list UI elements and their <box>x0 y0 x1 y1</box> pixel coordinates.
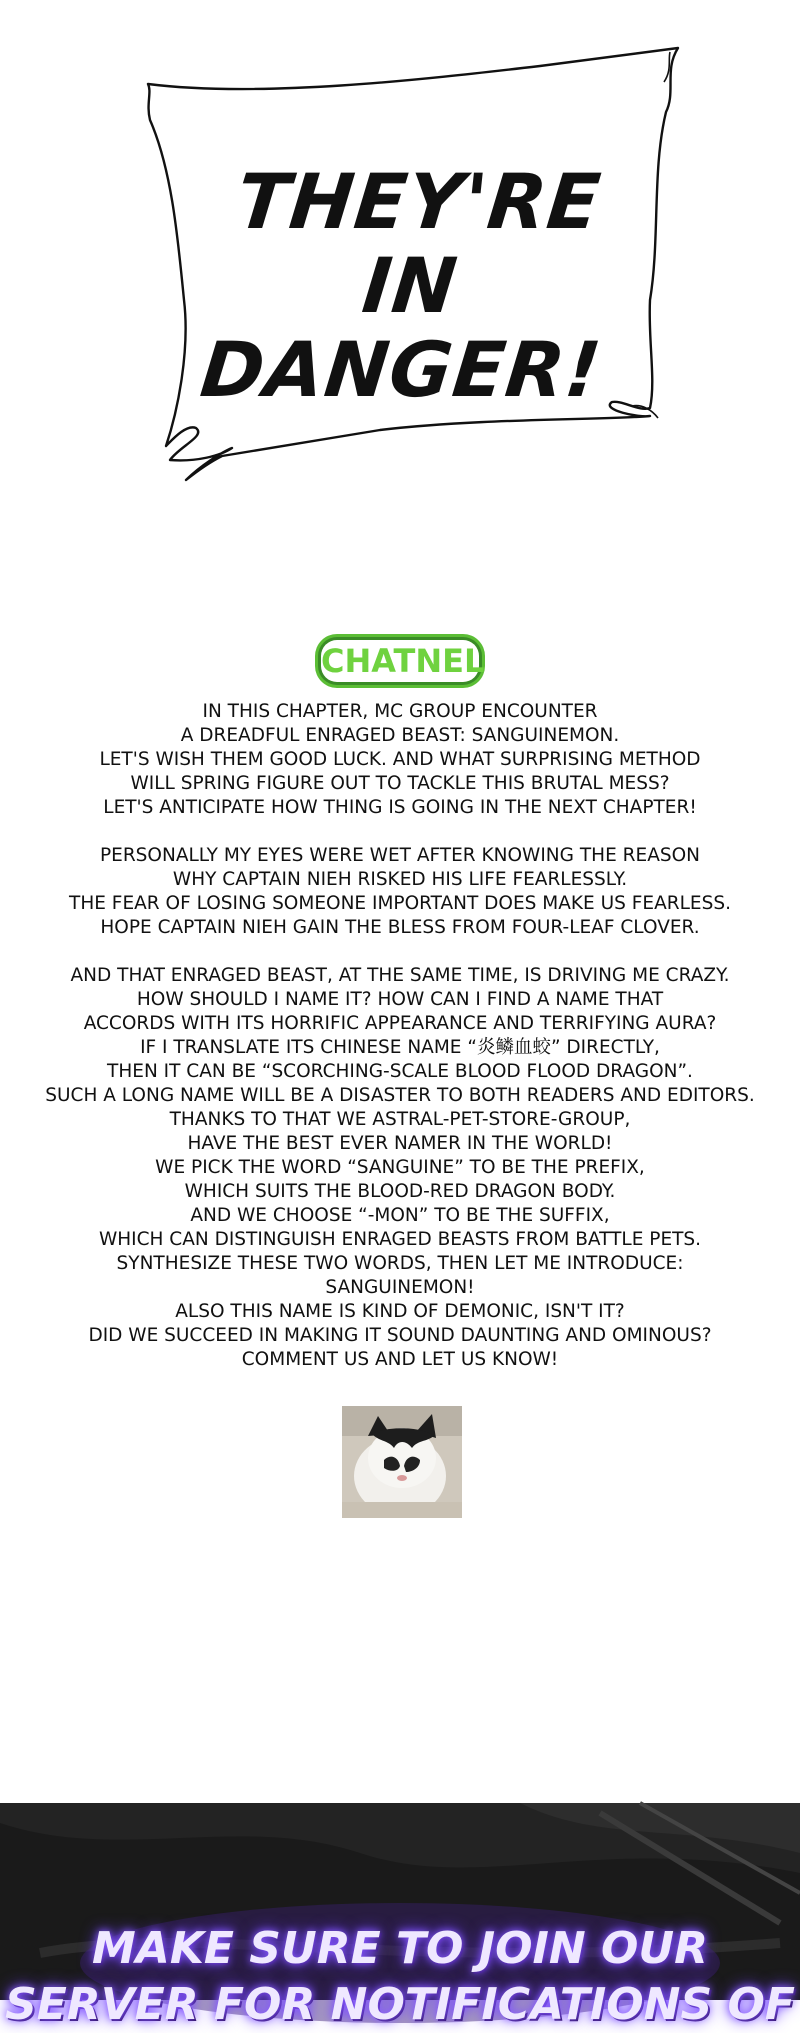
note-line: ACCORDS WITH ITS HORRIFIC APPEARANCE AND TERRIFYING AURA? <box>83 1013 717 1034</box>
note-line: COMMENT US AND LET US KNOW! <box>241 1349 559 1370</box>
cat-icon <box>342 1406 462 1518</box>
note-line: HAVE THE BEST EVER NAMER IN THE WORLD! <box>187 1133 613 1154</box>
note-line: LET'S WISH THEM GOOD LUCK. AND WHAT SURPRISING METHOD <box>99 749 701 770</box>
cat-meme-image <box>342 1406 462 1518</box>
note-line: AND WE CHOOSE “-MON” TO BE THE SUFFIX, <box>190 1205 610 1226</box>
note-line: WHICH CAN DISTINGUISH ENRAGED BEASTS FROM BATTLE PETS. <box>98 1229 702 1250</box>
note-paragraph-3 <box>0 964 800 1372</box>
note-line: PERSONALLY MY EYES WERE WET AFTER KNOWING THE REASON <box>99 845 700 866</box>
note-line: SUCH A LONG NAME WILL BE A DISASTER TO BOTH READERS AND EDITORS. <box>45 1085 755 1106</box>
note-line: SANGUINEMON! <box>325 1277 475 1298</box>
comic-panel <box>0 0 800 560</box>
note-line: THANKS TO THAT WE ASTRAL-PET-STORE-GROUP, <box>169 1109 631 1130</box>
note-line: IN THIS CHAPTER, MC GROUP ENCOUNTER <box>202 701 598 722</box>
note-line: HOPE CAPTAIN NIEH GAIN THE BLESS FROM FOUR-LEAF CLOVER. <box>100 917 700 938</box>
note-line: WE PICK THE WORD “SANGUINE” TO BE THE PREFIX, <box>155 1157 645 1178</box>
note-line: DID WE SUCCEED IN MAKING IT SOUND DAUNTING AND OMINOUS? <box>88 1325 712 1346</box>
note-line: A DREADFUL ENRAGED BEAST: SANGUINEMON. <box>180 725 620 746</box>
translator-note <box>0 640 800 1396</box>
note-line: THE FEAR OF LOSING SOMEONE IMPORTANT DOES MAKE US FEARLESS. <box>69 893 731 914</box>
note-paragraph-2 <box>0 844 800 940</box>
discord-banner <box>0 1803 800 2030</box>
note-paragraph-1 <box>0 700 800 820</box>
note-line: AND THAT ENRAGED BEAST, AT THE SAME TIME, IS DRIVING ME CRAZY. <box>70 965 730 986</box>
note-line: ALSO THIS NAME IS KIND OF DEMONIC, ISN'T IT? <box>175 1301 625 1322</box>
note-line: WHY CAPTAIN NIEH RISKED HIS LIFE FEARLESSLY. <box>172 869 628 890</box>
banner-text: MAKE SURE TO JOIN OUR SERVER FOR NOTIFICATIONS OF <box>5 1923 795 2030</box>
chatnel-badge: CHATNEL <box>321 642 485 680</box>
note-line: THEN IT CAN BE “SCORCHING-SCALE BLOOD FLOOD DRAGON”. <box>107 1061 693 1082</box>
note-line: IF I TRANSLATE ITS CHINESE NAME “炎鳞血蛟” DIRECTLY, <box>140 1037 660 1058</box>
note-line: HOW SHOULD I NAME IT? HOW CAN I FIND A NAME THAT <box>136 989 664 1010</box>
note-line: WILL SPRING FIGURE OUT TO TACKLE THIS BRUTAL MESS? <box>130 773 670 794</box>
speech-bubble-text: THEY'RE IN DANGER! <box>196 157 606 414</box>
note-line: WHICH SUITS THE BLOOD-RED DRAGON BODY. <box>184 1181 616 1202</box>
note-line: LET'S ANTICIPATE HOW THING IS GOING IN THE NEXT CHAPTER! <box>103 797 697 818</box>
note-line: SYNTHESIZE THESE TWO WORDS, THEN LET ME INTRODUCE: <box>116 1253 684 1274</box>
